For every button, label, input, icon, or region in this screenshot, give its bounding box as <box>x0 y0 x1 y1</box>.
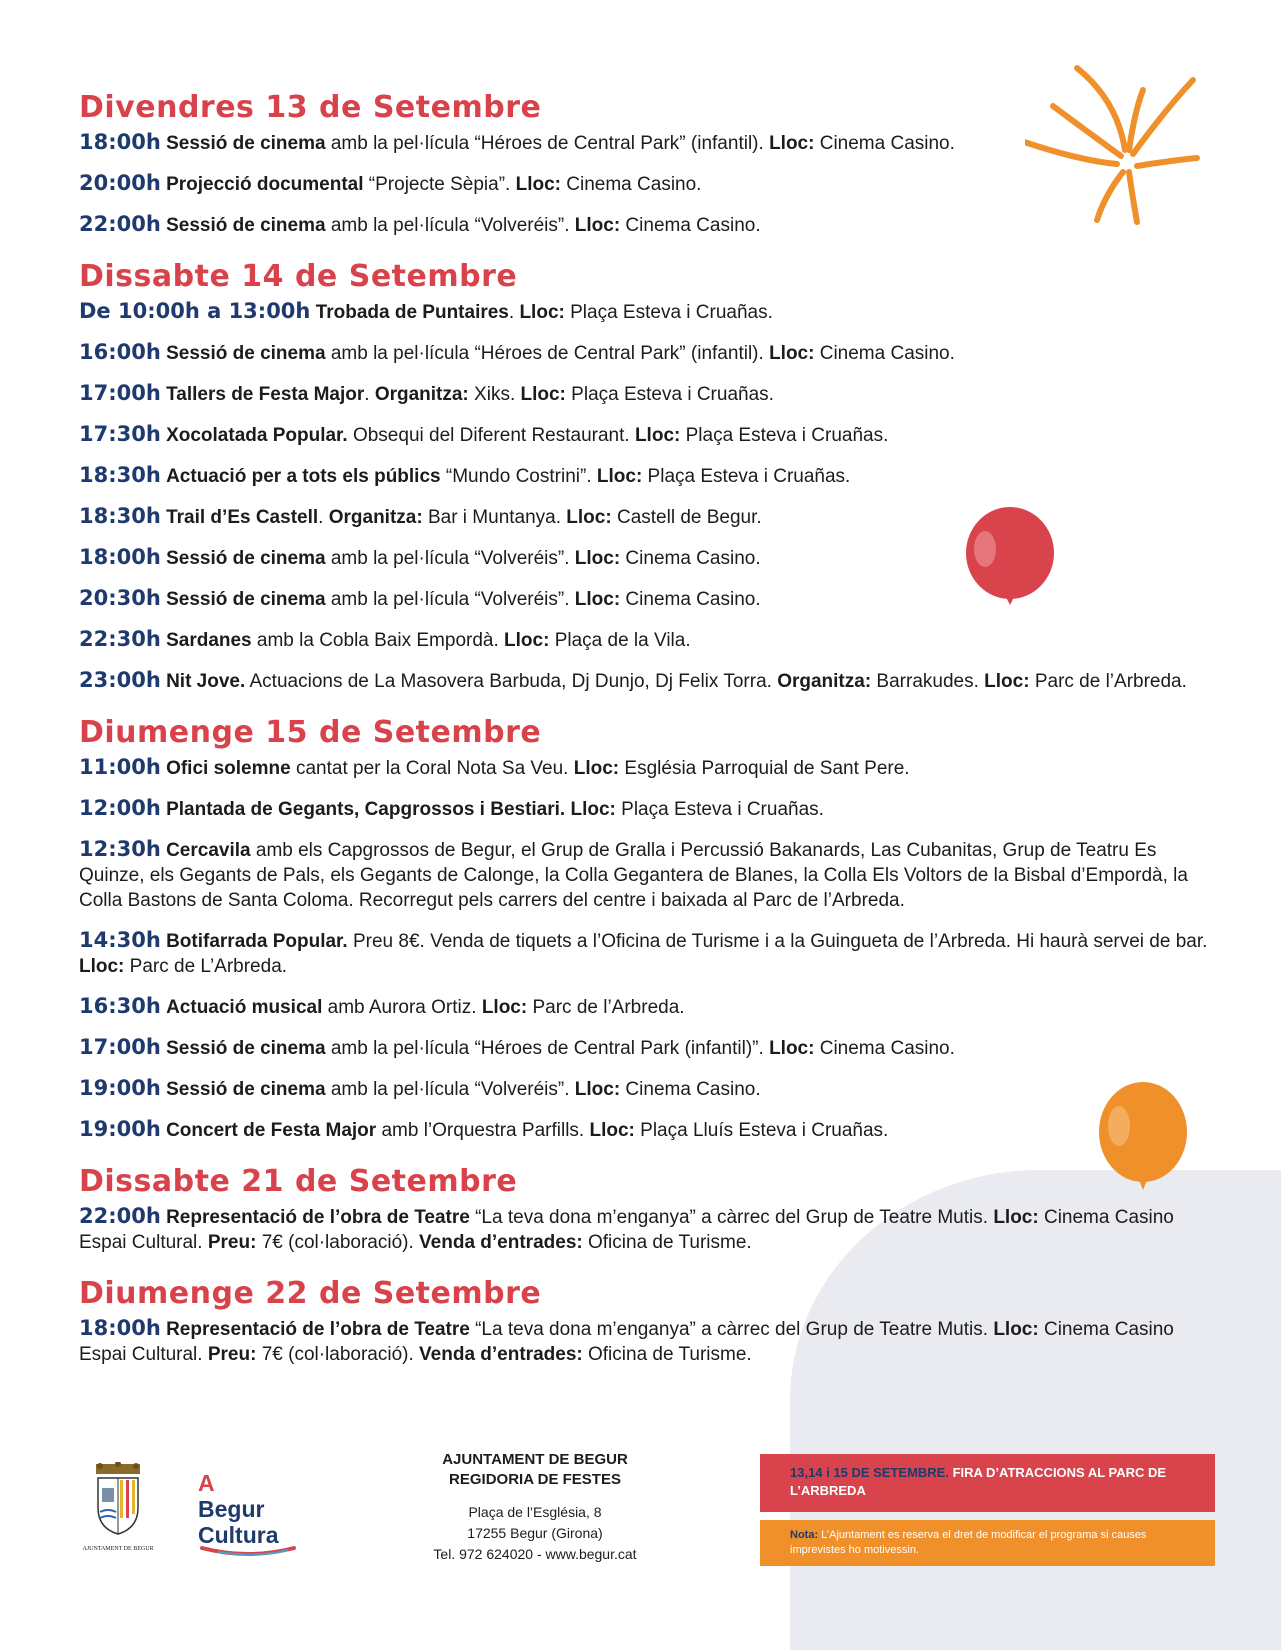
event-bold-text: Preu: <box>207 1344 257 1365</box>
event-text: “Projecte Sèpia”. <box>363 174 516 195</box>
event-bold-text: Sessió de cinema <box>166 1038 326 1059</box>
note-label: Nota: <box>790 1529 819 1541</box>
event-text: 7€ (col·laboració). <box>256 1232 420 1253</box>
event-bold-text: Projecció documental <box>166 174 364 195</box>
event-bold-text: Lloc: <box>589 1120 635 1141</box>
event-bold-text: Lloc: <box>566 507 612 528</box>
contact-line: Tel. 972 624020 - www.begur.cat <box>433 1546 637 1562</box>
note-box <box>760 1520 1215 1566</box>
event-time: 16:30h <box>79 994 161 1018</box>
event-time: 20:00h <box>79 171 161 195</box>
event-bold-text: Lloc: <box>769 343 815 364</box>
event-bold-text: Nit Jove. <box>166 671 246 692</box>
event-time: 18:30h <box>79 463 161 487</box>
event-text: Cinema Casino. <box>814 343 955 364</box>
event-bold-text: Tallers de Festa Major <box>166 384 365 405</box>
event-text: amb la pel·lícula “Héroes de Central Park” (infantil). <box>325 133 770 154</box>
event-text: Oficina de Turisme. <box>582 1232 752 1253</box>
event-text: Barrakudes. <box>871 671 985 692</box>
event-bold-text: Venda d’entrades: <box>419 1344 583 1365</box>
event-bold-text: Lloc: <box>769 133 815 154</box>
event-bold-text: Lloc: <box>574 1079 621 1100</box>
org-line-2: REGIDORIA DE FESTES <box>449 1471 621 1488</box>
event-bold-text: Organitza: <box>328 507 423 528</box>
event-item <box>79 796 1219 822</box>
event-bold-text: Xocolatada Popular. <box>166 425 348 446</box>
event-text: Parc de L’Arbreda. <box>124 956 288 977</box>
event-text: Cinema Casino Espai Cultural. <box>79 1207 1174 1253</box>
event-item <box>79 994 1219 1020</box>
event-text: Plaça Lluís Esteva i Cruañas. <box>634 1120 889 1141</box>
event-text: . <box>318 507 329 528</box>
event-bold-text: Venda d’entrades: <box>419 1232 583 1253</box>
event-item <box>79 668 1219 694</box>
event-text: Cinema Casino. <box>620 1079 761 1100</box>
event-text: “La teva dona m’enganya” a càrrec del Grup de Teatre Mutis. <box>469 1207 994 1228</box>
footer <box>0 1450 1281 1600</box>
event-text: Cinema Casino. <box>814 1038 955 1059</box>
event-bold-text: Sessió de cinema <box>166 548 326 569</box>
event-time: 20:30h <box>79 586 161 610</box>
fair-text: FIRA D’ATRACCIONS AL PARC DE L’ARBREDA <box>790 1465 1167 1498</box>
day-heading: Dissabte 21 de Setembre <box>79 1164 518 1199</box>
event-item <box>79 463 1219 489</box>
event-text: 7€ (col·laboració). <box>256 1344 420 1365</box>
event-bold-text: Sessió de cinema <box>166 589 326 610</box>
event-text: Oficina de Turisme. <box>582 1344 752 1365</box>
event-bold-text: Lloc: <box>574 215 621 236</box>
event-time: 12:30h <box>79 837 161 861</box>
event-text: Cinema Casino. <box>620 215 761 236</box>
event-text: Cinema Casino Espai Cultural. <box>79 1319 1174 1365</box>
event-item <box>79 340 1219 366</box>
event-time: 18:00h <box>79 545 161 569</box>
event-bold-text: Lloc: <box>993 1207 1039 1228</box>
event-bold-text: Ofici solemne <box>166 758 291 779</box>
event-time: 19:00h <box>79 1076 161 1100</box>
event-bold-text: Sessió de cinema <box>166 215 326 236</box>
event-item <box>79 1117 1219 1143</box>
event-text: Plaça Esteva i Cruañas. <box>642 466 851 487</box>
event-bold-text: Lloc: <box>574 548 621 569</box>
event-text: Actuacions de La Masovera Barbuda, Dj Dunjo, Dj Felix Torra. <box>245 671 778 692</box>
event-text: “La teva dona m’enganya” a càrrec del Grup de Teatre Mutis. <box>469 1319 994 1340</box>
event-bold-text: Lloc: <box>993 1319 1039 1340</box>
event-time: 16:00h <box>79 340 161 364</box>
event-text: “Mundo Costrini”. <box>440 466 597 487</box>
event-text: Plaça Esteva i Cruañas. <box>615 799 824 820</box>
event-text: Cinema Casino. <box>814 133 955 154</box>
event-text: Plaça Esteva i Cruañas. <box>565 384 774 405</box>
address-line-2: 17255 Begur (Girona) <box>467 1525 603 1541</box>
note-text: L’Ajuntament es reserva el dret de modificar el programa si causes imprevistes ho motivessin. <box>790 1529 1147 1556</box>
event-bold-text: Sessió de cinema <box>166 1079 326 1100</box>
begur-cultura-logo <box>198 1470 279 1548</box>
event-bold-text: Sessió de cinema <box>166 133 326 154</box>
event-text: amb la Cobla Baix Empordà. <box>251 630 505 651</box>
event-text: Xiks. <box>468 384 521 405</box>
logo-swoosh-icon <box>198 1544 298 1558</box>
event-time: 22:30h <box>79 627 161 651</box>
event-item <box>79 928 1219 979</box>
event-text: Bar i Muntanya. <box>422 507 567 528</box>
event-bold-text: Sessió de cinema <box>166 343 326 364</box>
event-text: Cinema Casino. <box>561 174 702 195</box>
event-item <box>79 837 1219 913</box>
event-text: amb la pel·lícula “Héroes de Central Park (infantil)”. <box>325 1038 770 1059</box>
event-text: Església Parroquial de Sant Pere. <box>619 758 910 779</box>
event-item <box>79 755 1219 781</box>
event-bold-text: Lloc: <box>515 174 561 195</box>
event-bold-text: Lloc: <box>634 425 681 446</box>
event-item <box>79 545 1219 571</box>
organizer-block <box>410 1450 660 1565</box>
event-bold-text: Representació de l’obra de Teatre <box>166 1319 470 1340</box>
event-bold-text: Lloc: <box>520 384 566 405</box>
event-item <box>79 1204 1219 1255</box>
event-bold-text: Actuació musical <box>166 997 323 1018</box>
event-bold-text: Plantada de Gegants, Capgrossos i Bestiari. <box>166 799 566 820</box>
event-text: amb l’Orquestra Parfills. <box>376 1120 590 1141</box>
event-bold-text: Lloc: <box>519 302 565 323</box>
crest-caption: AJUNTAMENT DE BEGUR <box>82 1546 154 1552</box>
event-bold-text: Organitza: <box>374 384 469 405</box>
event-bold-text: Sardanes <box>166 630 252 651</box>
day-heading: Divendres 13 de Setembre <box>79 90 542 125</box>
event-bold-text: Representació de l’obra de Teatre <box>166 1207 470 1228</box>
event-text: Plaça Esteva i Cruañas. <box>564 302 773 323</box>
fair-notice-box <box>760 1454 1215 1512</box>
event-text: Cinema Casino. <box>620 548 761 569</box>
event-time: 17:00h <box>79 1035 161 1059</box>
event-text: Parc de l’Arbreda. <box>527 997 685 1018</box>
event-text: amb la pel·lícula “Volveréis”. <box>325 589 575 610</box>
event-time: 17:00h <box>79 381 161 405</box>
event-item <box>79 627 1219 653</box>
logo-cultura: Cultura <box>198 1522 279 1548</box>
event-text: . <box>508 302 520 323</box>
org-line-1: AJUNTAMENT DE BEGUR <box>442 1451 628 1468</box>
event-bold-text: Trail d’Es Castell <box>166 507 319 528</box>
event-bold-text: Lloc: <box>481 997 528 1018</box>
event-text: amb Aurora Ortiz. <box>322 997 482 1018</box>
event-bold-text: Lloc: <box>574 589 621 610</box>
event-item <box>79 171 1219 197</box>
event-item <box>79 422 1219 448</box>
program-content <box>79 86 1219 1384</box>
fair-dates: 13,14 i 15 DE SETEMBRE. <box>790 1465 949 1480</box>
event-item <box>79 212 1219 238</box>
event-text: Castell de Begur. <box>611 507 762 528</box>
event-bold-text: Actuació per a tots els públics <box>166 466 441 487</box>
event-time: 22:00h <box>79 1204 161 1228</box>
event-time: 18:30h <box>79 504 161 528</box>
event-time: 18:00h <box>79 130 161 154</box>
event-text: Parc de l’Arbreda. <box>1029 671 1187 692</box>
event-item <box>79 130 1219 156</box>
event-bold-text: Preu: <box>207 1232 257 1253</box>
event-bold-text: Lloc: <box>570 799 616 820</box>
event-time: 19:00h <box>79 1117 161 1141</box>
event-item <box>79 1076 1219 1102</box>
event-text: amb la pel·lícula “Volveréis”. <box>325 1079 575 1100</box>
event-time: 18:00h <box>79 1316 161 1340</box>
event-text: amb la pel·lícula “Héroes de Central Park” (infantil). <box>325 343 770 364</box>
event-item <box>79 586 1219 612</box>
event-text: Obsequi del Diferent Restaurant. <box>347 425 635 446</box>
event-bold-text: Lloc: <box>984 671 1030 692</box>
event-bold-text: Lloc: <box>596 466 643 487</box>
event-time: 17:30h <box>79 422 161 446</box>
event-bold-text: Lloc: <box>769 1038 815 1059</box>
event-time: 12:00h <box>79 796 161 820</box>
logo-a: A <box>198 1470 215 1496</box>
event-text: cantat per la Coral Nota Sa Veu. <box>290 758 574 779</box>
event-text: amb la pel·lícula “Volveréis”. <box>325 548 575 569</box>
event-bold-text: Organitza: <box>777 671 872 692</box>
begur-crest-icon <box>88 1462 148 1542</box>
event-bold-text: Botifarrada Popular. <box>166 931 348 952</box>
event-text: amb la pel·lícula “Volveréis”. <box>325 215 575 236</box>
event-item <box>79 381 1219 407</box>
event-time: 23:00h <box>79 668 161 692</box>
logo-begur: Begur <box>198 1496 265 1522</box>
event-text: Preu 8€. Venda de tiquets a l’Oficina de Turisme i a la Guingueta de l’Arbreda. Hi haurà servei de bar. <box>347 931 1208 952</box>
day-heading: Diumenge 15 de Setembre <box>79 715 542 750</box>
event-item <box>79 504 1219 530</box>
event-text: Plaça de la Vila. <box>549 630 691 651</box>
event-time: 22:00h <box>79 212 161 236</box>
event-bold-text: Cercavila <box>166 840 251 861</box>
event-bold-text: Trobada de Puntaires <box>315 302 509 323</box>
event-text: Plaça Esteva i Cruañas. <box>680 425 889 446</box>
event-item <box>79 1035 1219 1061</box>
event-time: De 10:00h a 13:00h <box>79 299 311 323</box>
event-time: 11:00h <box>79 755 161 779</box>
event-text: . <box>364 384 375 405</box>
event-item <box>79 299 1219 325</box>
event-bold-text: Lloc: <box>573 758 620 779</box>
event-text: Cinema Casino. <box>620 589 761 610</box>
day-heading: Dissabte 14 de Setembre <box>79 259 518 294</box>
event-bold-text: Lloc: <box>79 956 125 977</box>
event-bold-text: Concert de Festa Major <box>166 1120 377 1141</box>
event-bold-text: Lloc: <box>504 630 550 651</box>
event-time: 14:30h <box>79 928 161 952</box>
address-line-1: Plaça de l’Església, 8 <box>468 1504 602 1520</box>
day-heading: Diumenge 22 de Setembre <box>79 1276 542 1311</box>
event-item <box>79 1316 1219 1367</box>
event-text: amb els Capgrossos de Begur, el Grup de Gralla i Percussió Bakanards, Las Cubanitas, Grup de Teatru Es Quinze, els Gegants de Pals, els Gegants de Calonge, la Colla Gegantera de Blanes, la Colla Els Voltors de la Bisbal d’Empordà, la Colla Bastons de Santa Coloma. Recorregut pels carrers del centre i baixada al Parc de l’Arbreda. <box>79 840 1188 911</box>
